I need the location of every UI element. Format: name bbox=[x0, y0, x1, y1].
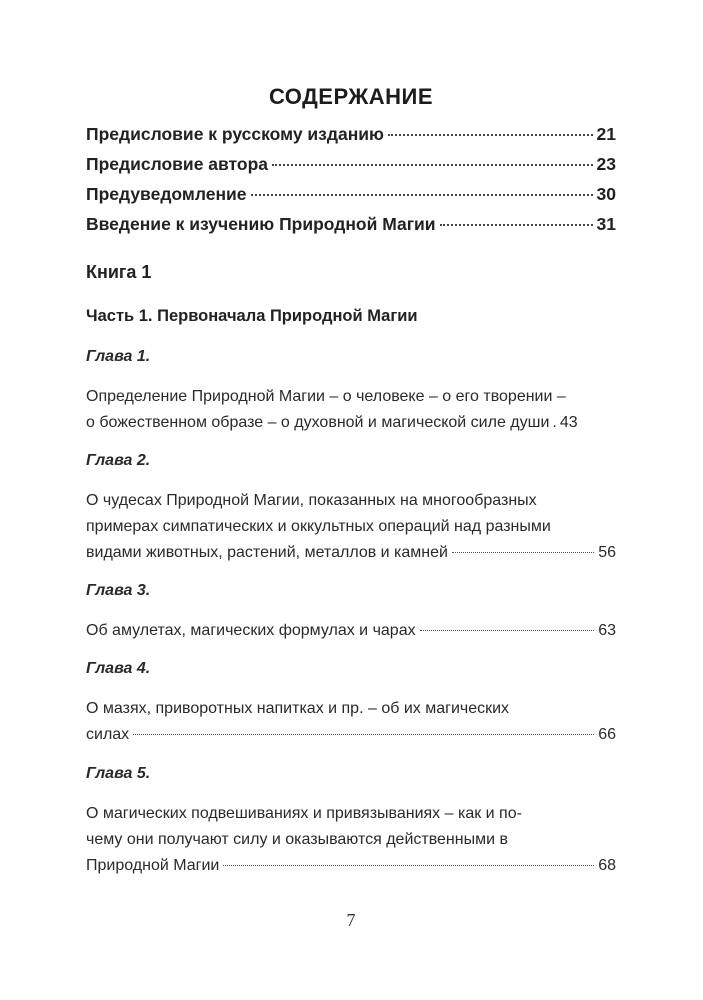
toc-entry-page: 21 bbox=[596, 124, 616, 144]
chapter-title: Глава 2. bbox=[86, 452, 151, 469]
dot-leader bbox=[440, 224, 593, 226]
front-matter-list bbox=[86, 124, 616, 244]
dot-leader bbox=[272, 164, 593, 166]
chapter-description bbox=[86, 618, 616, 644]
chapter-text-line: О мазях, приворотных напитках и пр. – об их магических bbox=[86, 700, 510, 717]
chapter-description bbox=[86, 801, 616, 879]
toc-entry bbox=[86, 184, 616, 214]
toc-entry bbox=[86, 214, 616, 244]
chapter-last-line bbox=[86, 540, 616, 566]
dot-leader bbox=[420, 630, 595, 631]
toc-entry-label: Предуведомление bbox=[86, 184, 247, 204]
chapter-title: Глава 1. bbox=[86, 348, 151, 365]
chapter-text-line: О чудесах Природной Магии, показанных на многообразных bbox=[86, 492, 537, 509]
chapter-description bbox=[86, 384, 616, 436]
chapter-description bbox=[86, 696, 616, 748]
chapter-entry bbox=[86, 348, 616, 436]
chapter-last-line bbox=[86, 853, 616, 879]
chapter-text-line: Определение Природной Магии – о человеке – о его творении – bbox=[86, 388, 566, 405]
chapter-page: 43 bbox=[559, 414, 578, 431]
toc-entry-page: 31 bbox=[596, 214, 616, 234]
dot-leader: . bbox=[552, 414, 557, 431]
toc-entry-label: Предисловие к русскому изданию bbox=[86, 124, 384, 144]
dot-leader bbox=[251, 194, 593, 196]
toc-entry-page: 23 bbox=[596, 154, 616, 174]
chapter-title: Глава 3. bbox=[86, 582, 151, 599]
chapter-last-line bbox=[86, 410, 616, 436]
chapter-page: 66 bbox=[598, 726, 616, 743]
chapter-entry bbox=[86, 765, 616, 879]
dot-leader bbox=[133, 734, 594, 735]
chapter-last-line bbox=[86, 722, 616, 748]
chapter-text-line: Об амулетах, магических формулах и чарах bbox=[86, 622, 416, 639]
chapter-entry bbox=[86, 452, 616, 566]
document-page bbox=[86, 0, 616, 1000]
chapter-description bbox=[86, 488, 616, 566]
book-heading: Книга 1 bbox=[86, 262, 152, 282]
dot-leader bbox=[452, 552, 594, 553]
chapter-text-line: о божественном образе – о духовной и магической силе души bbox=[86, 414, 550, 431]
toc-entry bbox=[86, 154, 616, 184]
part-heading: Часть 1. Первоначала Природной Магии bbox=[86, 307, 418, 325]
chapter-last-line bbox=[86, 618, 616, 644]
chapter-text-line: Природной Магии bbox=[86, 857, 220, 874]
chapter-text-line: О магических подвешиваниях и привязываниях – как и по- bbox=[86, 805, 522, 822]
chapter-page: 56 bbox=[598, 544, 616, 561]
toc-entry-page: 30 bbox=[596, 184, 616, 204]
chapter-page: 63 bbox=[598, 622, 616, 639]
chapter-entry bbox=[86, 582, 616, 644]
page-number: 7 bbox=[346, 910, 356, 930]
toc-entry bbox=[86, 124, 616, 154]
chapter-text-line: чему они получают силу и оказываются действенными в bbox=[86, 831, 508, 848]
toc-entry-label: Предисловие автора bbox=[86, 154, 268, 174]
chapter-title: Глава 4. bbox=[86, 660, 151, 677]
chapter-text-line: примерах симпатических и оккультных операций над разными bbox=[86, 518, 551, 535]
chapter-text-line: силах bbox=[86, 726, 130, 743]
chapter-text-line: видами животных, растений, металлов и камней bbox=[86, 544, 448, 561]
dot-leader bbox=[388, 134, 593, 136]
toc-entry-label: Введение к изучению Природной Магии bbox=[86, 214, 436, 234]
page-title: СОДЕРЖАНИЕ bbox=[268, 84, 434, 109]
dot-leader bbox=[223, 865, 594, 866]
chapter-entry bbox=[86, 660, 616, 748]
chapter-title: Глава 5. bbox=[86, 765, 151, 782]
chapter-page: 68 bbox=[598, 857, 616, 874]
